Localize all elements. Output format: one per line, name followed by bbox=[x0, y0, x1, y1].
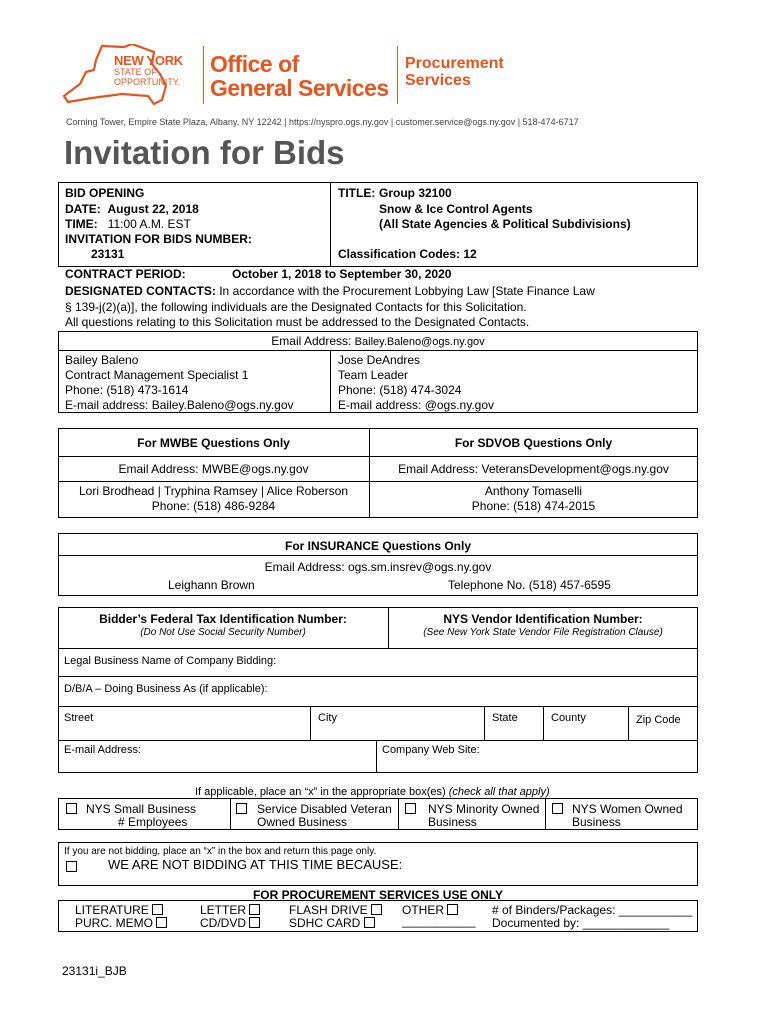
letter-text: LETTER bbox=[200, 903, 247, 917]
minority-owned-checkbox[interactable] bbox=[405, 803, 416, 814]
city-label: City bbox=[318, 712, 337, 724]
binders-packages-label: # of Binders/Packages: ___________ bbox=[492, 903, 693, 917]
mwbe-names: Lori Brodhead | Tryphina Ramsey | Alice Roberson bbox=[78, 484, 349, 498]
time-label: TIME: bbox=[65, 217, 98, 231]
small-business-label: NYS Small Business bbox=[86, 802, 197, 816]
literature-checkbox[interactable] bbox=[152, 904, 163, 915]
title-line3: (All State Agencies & Political Subdivisions) bbox=[379, 217, 631, 231]
cd-dvd-text: CD/DVD bbox=[200, 916, 247, 930]
logo-ny-line1: NEW YORK bbox=[114, 53, 183, 68]
minority-owned-label-line1: NYS Minority Owned bbox=[428, 802, 540, 816]
page-title: Invitation for Bids bbox=[64, 134, 345, 171]
state-label: State bbox=[492, 712, 518, 724]
bidder-email-label: E-mail Address: bbox=[64, 744, 142, 756]
contacts-email bbox=[58, 334, 698, 350]
contact-left-name: Bailey Baleno bbox=[65, 353, 139, 367]
mwbe-email-divider bbox=[58, 481, 698, 482]
logo-ny-line2: STATE OF bbox=[114, 67, 157, 77]
designated-contacts-label: DESIGNATED CONTACTS: bbox=[65, 284, 216, 298]
designated-contacts-text: In accordance with the Procurement Lobbying Law [State Finance Law bbox=[215, 284, 595, 298]
dba-label: D/B/A – Doing Business As (if applicable): bbox=[64, 683, 268, 695]
sdv-business-label-line2: Owned Business bbox=[257, 815, 348, 829]
contract-period-value: October 1, 2018 to September 30, 2020 bbox=[232, 267, 452, 281]
classification-codes: Classification Codes: 12 bbox=[338, 247, 477, 261]
title-line2: Snow & Ice Control Agents bbox=[379, 202, 533, 216]
time-value: 11:00 A.M. EST bbox=[107, 217, 191, 231]
zip-code-label: Zip Code bbox=[636, 714, 681, 726]
ogs-logo-line2: General Services bbox=[210, 75, 389, 101]
bid-time bbox=[65, 217, 191, 232]
status-divider-1 bbox=[230, 798, 231, 830]
sdvob-phone: Phone: (518) 474-2015 bbox=[471, 499, 596, 513]
bidder-row-divider-3 bbox=[58, 706, 698, 707]
mwbe-email: Email Address: MWBE@ogs.ny.gov bbox=[118, 462, 309, 476]
small-business-checkbox[interactable] bbox=[66, 803, 77, 814]
contact-left-phone: Phone: (518) 473-1614 bbox=[65, 383, 189, 397]
procurement-logo-line2: Services bbox=[405, 72, 471, 89]
office-use-header: FOR PROCUREMENT SERVICES USE ONLY bbox=[252, 888, 504, 902]
minority-owned-label-line2: Business bbox=[428, 815, 477, 829]
insurance-header-divider bbox=[58, 555, 698, 556]
purc-memo-label bbox=[75, 916, 167, 931]
status-instruction-text: If applicable, place an “x” in the appropriate box(es) bbox=[195, 786, 449, 798]
contacts-email-divider bbox=[58, 350, 698, 351]
designated-contacts-line2: § 139-j(2)(a)], the following individuals are the Designated Contacts for this Solicitation. bbox=[65, 300, 527, 314]
ogs-logo-line1: Office of bbox=[210, 51, 299, 77]
purc-memo-text: PURC. MEMO bbox=[75, 916, 153, 930]
not-bidding-checkbox[interactable] bbox=[66, 861, 77, 872]
bidder-row-divider-4 bbox=[58, 740, 698, 741]
bid-opening-label: BID OPENING bbox=[65, 186, 145, 200]
contact-right-email: E-mail address: @ogs.ny.gov bbox=[338, 398, 495, 412]
date-value: August 22, 2018 bbox=[107, 202, 199, 216]
other-text: OTHER bbox=[402, 903, 444, 917]
date-label: DATE: bbox=[65, 202, 101, 216]
logo-ny-line3: OPPORTUNITY. bbox=[114, 77, 181, 87]
sdvob-header: For SDVOB Questions Only bbox=[454, 436, 613, 450]
ifb-number-label: INVITATION FOR BIDS NUMBER: bbox=[65, 232, 252, 246]
contact-left-email: E-mail address: Bailey.Baleno@ogs.ny.gov bbox=[65, 398, 294, 412]
county-label: County bbox=[551, 712, 586, 724]
vendor-id-label: NYS Vendor Identification Number: bbox=[443, 612, 643, 626]
cd-dvd-checkbox[interactable] bbox=[249, 917, 260, 928]
vendor-id-note: (See New York State Vendor File Registration Clause) bbox=[423, 627, 663, 638]
sdvob-name: Anthony Tomaselli bbox=[484, 484, 583, 498]
contacts-col-divider bbox=[330, 350, 331, 413]
contacts-email-label: Email Address: bbox=[271, 334, 355, 348]
women-owned-label-line2: Business bbox=[572, 815, 621, 829]
bid-date bbox=[65, 202, 199, 217]
literature-text: LITERATURE bbox=[75, 903, 149, 917]
documented-by-label: Documented by: _____________ bbox=[492, 916, 670, 930]
company-website-label: Company Web Site: bbox=[382, 744, 480, 756]
insurance-email: Email Address: ogs.sm.insrev@ogs.ny.gov bbox=[264, 560, 492, 574]
contacts-email-value: Bailey.Baleno@ogs.ny.gov bbox=[354, 336, 485, 348]
status-divider-3 bbox=[545, 798, 546, 830]
contact-left-title: Contract Management Specialist 1 bbox=[65, 368, 249, 382]
bidder-row-divider-1 bbox=[58, 648, 698, 649]
contract-period-label: CONTRACT PERIOD: bbox=[65, 267, 186, 281]
title-label: TITLE: bbox=[338, 186, 376, 200]
insurance-header: For INSURANCE Questions Only bbox=[284, 539, 472, 553]
women-owned-label-line1: NYS Women Owned bbox=[572, 802, 683, 816]
insurance-name: Leighann Brown bbox=[168, 578, 255, 592]
footer-doc-code: 23131i_BJB bbox=[62, 964, 127, 978]
state-county-divider bbox=[543, 706, 544, 740]
not-bidding-instruction: If you are not bidding, place an “x” in the box and return this page only. bbox=[64, 846, 377, 857]
contact-right-phone: Phone: (518) 474-3024 bbox=[338, 383, 462, 397]
mwbe-header-divider bbox=[58, 456, 698, 457]
designated-contacts-line1 bbox=[65, 284, 595, 299]
contact-right-name: Jose DeAndres bbox=[338, 353, 421, 367]
sdv-business-checkbox[interactable] bbox=[236, 803, 247, 814]
mwbe-header: For MWBE Questions Only bbox=[137, 436, 290, 450]
ifb-number-value: 23131 bbox=[91, 247, 125, 261]
flash-drive-checkbox[interactable] bbox=[371, 904, 382, 915]
logo-divider-2 bbox=[397, 46, 398, 104]
sdhc-card-label bbox=[289, 916, 375, 931]
sdv-business-label-line1: Service Disabled Veteran bbox=[257, 802, 392, 816]
procurement-logo-line1: Procurement bbox=[405, 55, 504, 72]
sdhc-card-checkbox[interactable] bbox=[364, 917, 375, 928]
street-label: Street bbox=[64, 712, 94, 724]
bid-info-divider bbox=[330, 182, 331, 267]
other-blank-line: ___________ bbox=[402, 914, 476, 928]
letter-checkbox[interactable] bbox=[249, 904, 260, 915]
women-owned-checkbox[interactable] bbox=[552, 803, 563, 814]
legal-business-name-label: Legal Business Name of Company Bidding: bbox=[64, 655, 277, 667]
tax-id-label: Bidder’s Federal Tax Identification Number: bbox=[99, 612, 347, 626]
contact-right-title: Team Leader bbox=[338, 368, 409, 382]
insurance-phone: Telephone No. (518) 457-6595 bbox=[448, 578, 611, 592]
flash-drive-text: FLASH DRIVE bbox=[289, 903, 368, 917]
status-divider-2 bbox=[398, 798, 399, 830]
not-bidding-label: WE ARE NOT BIDDING AT THIS TIME BECAUSE: bbox=[108, 857, 403, 872]
title-line1: Group 32100 bbox=[379, 186, 452, 200]
tax-id-note: (Do Not Use Social Security Number) bbox=[140, 627, 306, 638]
status-instruction-note: (check all that apply) bbox=[448, 786, 550, 798]
logo-divider-1 bbox=[203, 46, 204, 104]
designated-contacts-line3: All questions relating to this Solicitation must be addressed to the Designated Contacts. bbox=[65, 315, 530, 329]
employees-label: # Employees bbox=[118, 815, 188, 829]
purc-memo-checkbox[interactable] bbox=[156, 917, 167, 928]
city-state-divider bbox=[484, 706, 485, 740]
county-zip-divider bbox=[628, 706, 629, 740]
street-city-divider bbox=[310, 706, 311, 740]
header-address: Corning Tower, Empire State Plaza, Albany, NY 12242 | https://nyspro.ogs.ny.gov | customer.service@ogs.ny.gov | 518-474-6717 bbox=[66, 117, 579, 127]
sdvob-email: Email Address: VeteransDevelopment@ogs.ny.gov bbox=[398, 462, 669, 476]
bidder-row-divider-2 bbox=[58, 676, 698, 677]
mwbe-phone: Phone: (518) 486-9284 bbox=[151, 499, 276, 513]
sdhc-card-text: SDHC CARD bbox=[289, 916, 361, 930]
cd-dvd-label bbox=[200, 916, 260, 931]
email-website-divider bbox=[376, 740, 377, 773]
